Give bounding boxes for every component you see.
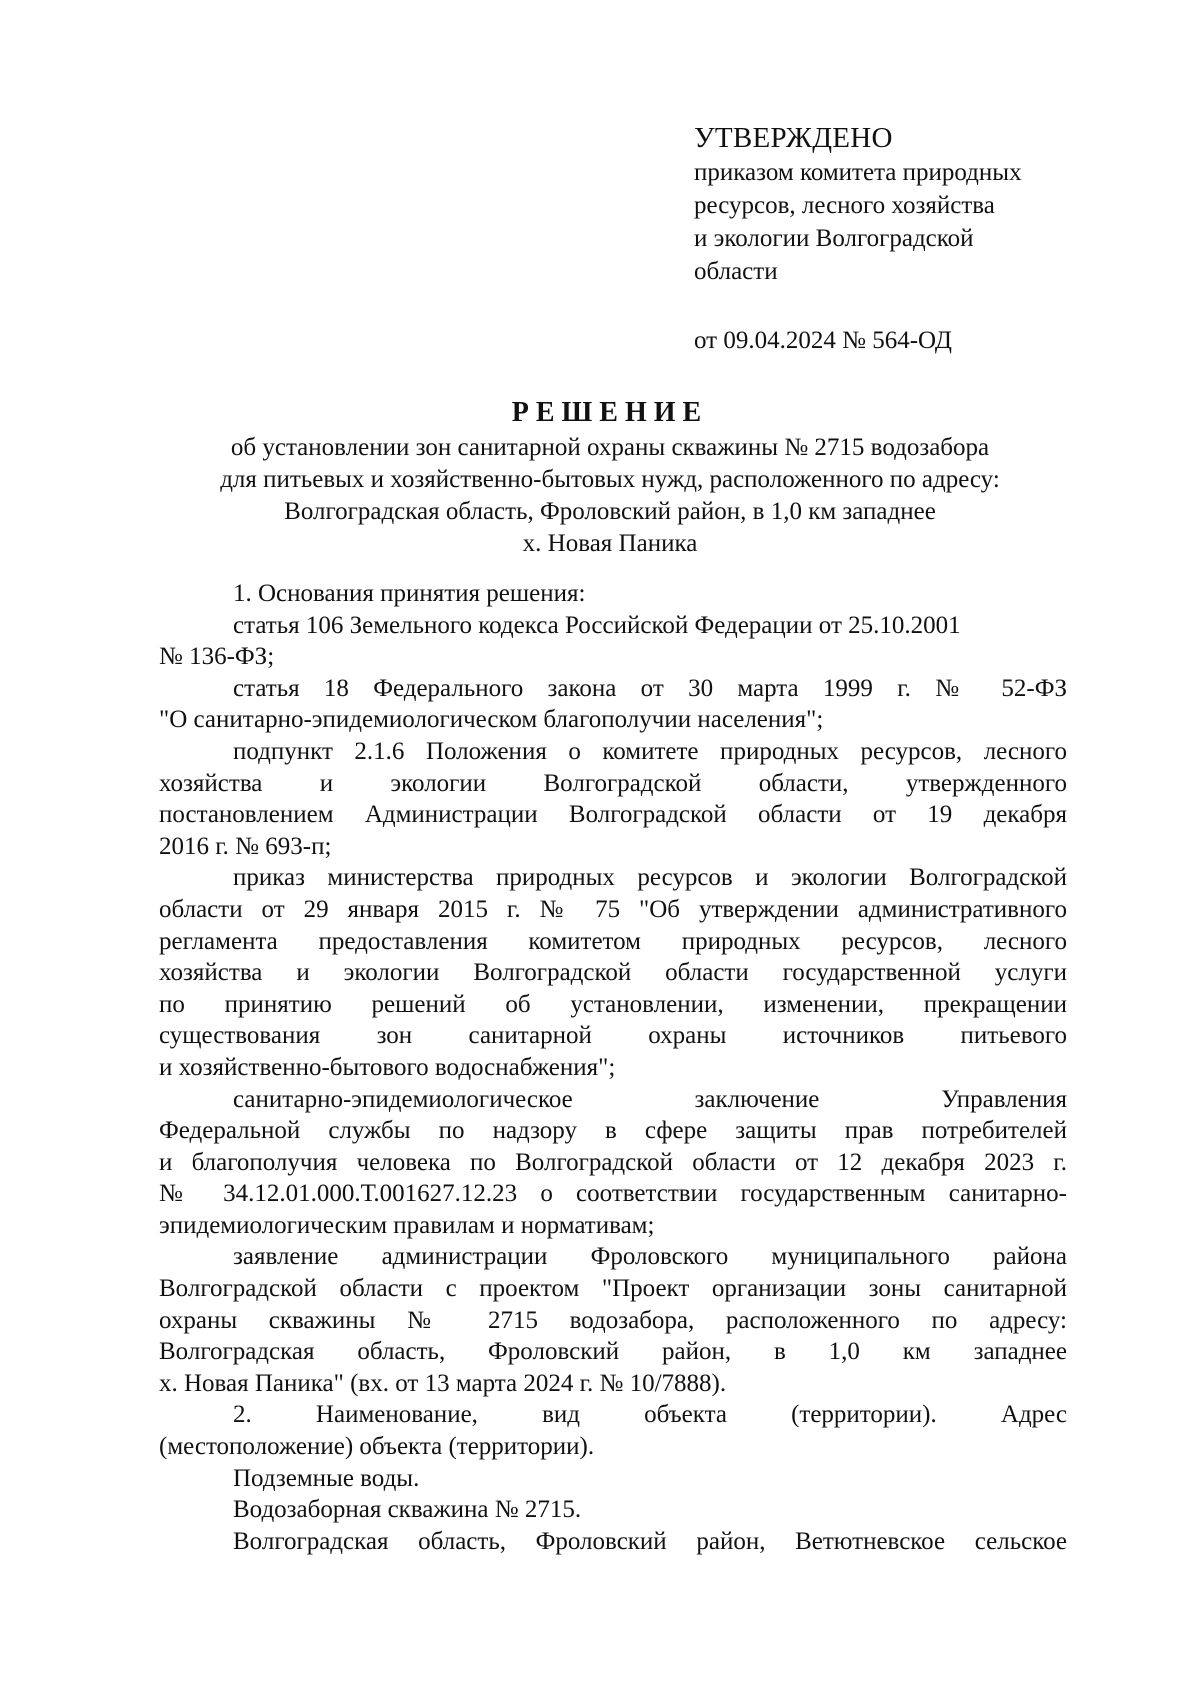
object-address [159,1526,1067,1558]
text-line: № 34.12.01.000.Т.001627.12.23 о соответствии государственным санитарно- [159,1180,1067,1208]
basis-committee-regulation [159,736,1067,862]
text-line: приказ министерства природных ресурсов и экологии Волгоградской [233,864,1067,892]
basis-federal-law [159,673,1067,736]
text-line: Волгоградская область, Фроловский район, в 1,0 км западнее [159,1338,1067,1366]
text-line: заявление администрации Фроловского муниципального района [233,1243,1067,1271]
approval-line: приказом комитета природных [694,159,1022,186]
text-line: Водозаборная скважина № 2715. [233,1496,582,1524]
text-line: и хозяйственно-бытового водоснабжения"; [159,1053,616,1081]
text-line: по принятию решений об установлении, изменении, прекращении [159,990,1067,1018]
text-line: и благополучия человека по Волгоградской области от 12 декабря 2023 г. [159,1148,1067,1176]
text-line: х. Новая Паника" (вх. от 13 марта 2024 г. № 10/7888). [159,1369,727,1397]
order-number: от 09.04.2024 № 564-ОД [694,327,952,354]
text-line: эпидемиологическим правилам и нормативам; [159,1211,655,1239]
decision-subtitle-line: Волгоградская область, Фроловский район, в 1,0 км западнее [284,498,936,525]
section-2-heading [159,1399,1067,1462]
approval-line: ресурсов, лесного хозяйства [694,192,995,219]
text-line: области от 29 января 2015 г. № 75 "Об утверждении административного [159,895,1067,923]
approval-line: области [694,258,778,285]
approval-text [694,156,1134,288]
decision-title [150,394,1070,560]
approval-line: и экологии Волгоградской [694,225,974,252]
text-line: № 136-ФЗ; [159,643,275,671]
decision-subtitle-line: для питьевых и хозяйственно-бытовых нужд, расположенного по адресу: [220,466,1000,493]
text-line: Федеральной службы по надзору в сфере защиты прав потребителей [159,1117,1067,1145]
decision-heading: РЕШЕНИЕ [511,397,709,428]
text-line: хозяйства и экологии Волгоградской области, утвержденного [159,769,1067,797]
text-line: охраны скважины № 2715 водозабора, расположенного по адресу: [159,1306,1067,1334]
text-line: санитарно-эпидемиологическое заключение Управления [233,1085,1067,1113]
object-name [159,1494,1067,1526]
object-type [159,1463,1067,1495]
text-line: существования зон санитарной охраны источников питьевого [159,1022,1067,1050]
text-line: хозяйства и экологии Волгоградской области государственной услуги [159,959,1067,987]
approval-block [694,120,1134,357]
text-line: (местоположение) объекта (территории). [159,1433,595,1461]
approval-heading: УТВЕРЖДЕНО [694,122,893,154]
basis-land-code [159,610,1067,673]
text-line: 2. Наименование, вид объекта (территории). Адрес [233,1401,1067,1429]
basis-ministry-order [159,862,1067,1083]
decision-subtitle-line: об установлении зон санитарной охраны скважины № 2715 водозабора [230,434,990,461]
text-line: постановлением Администрации Волгоградской области от 19 декабря [159,801,1067,829]
section-1-heading [159,578,1067,610]
text-line: Волгоградской области с проектом "Проект организации зоны санитарной [159,1275,1067,1303]
text-line: подпункт 2.1.6 Положения о комитете природных ресурсов, лесного [233,737,1067,765]
decision-subtitle-line: х. Новая Паника [522,530,698,557]
document-body [159,578,1067,1557]
text-line: "О санитарно-эпидемиологическом благополучии населения"; [159,706,824,734]
text-line: 1. Основания принятия решения: [233,580,586,607]
text-line: Подземные воды. [233,1464,420,1492]
text-line: регламента предоставления комитетом природных ресурсов, лесного [159,927,1067,955]
text-line: статья 18 Федерального закона от 30 марта 1999 г. № 52-ФЗ [233,674,1067,702]
basis-administration-application [159,1241,1067,1399]
text-line: 2016 г. № 693-п; [159,832,332,860]
text-line: статья 106 Земельного кодекса Российской Федерации от 25.10.2001 [233,611,961,639]
basis-sanitary-conclusion [159,1084,1067,1242]
text-line: Волгоградская область, Фроловский район, Ветютневское сельское [233,1527,1067,1555]
